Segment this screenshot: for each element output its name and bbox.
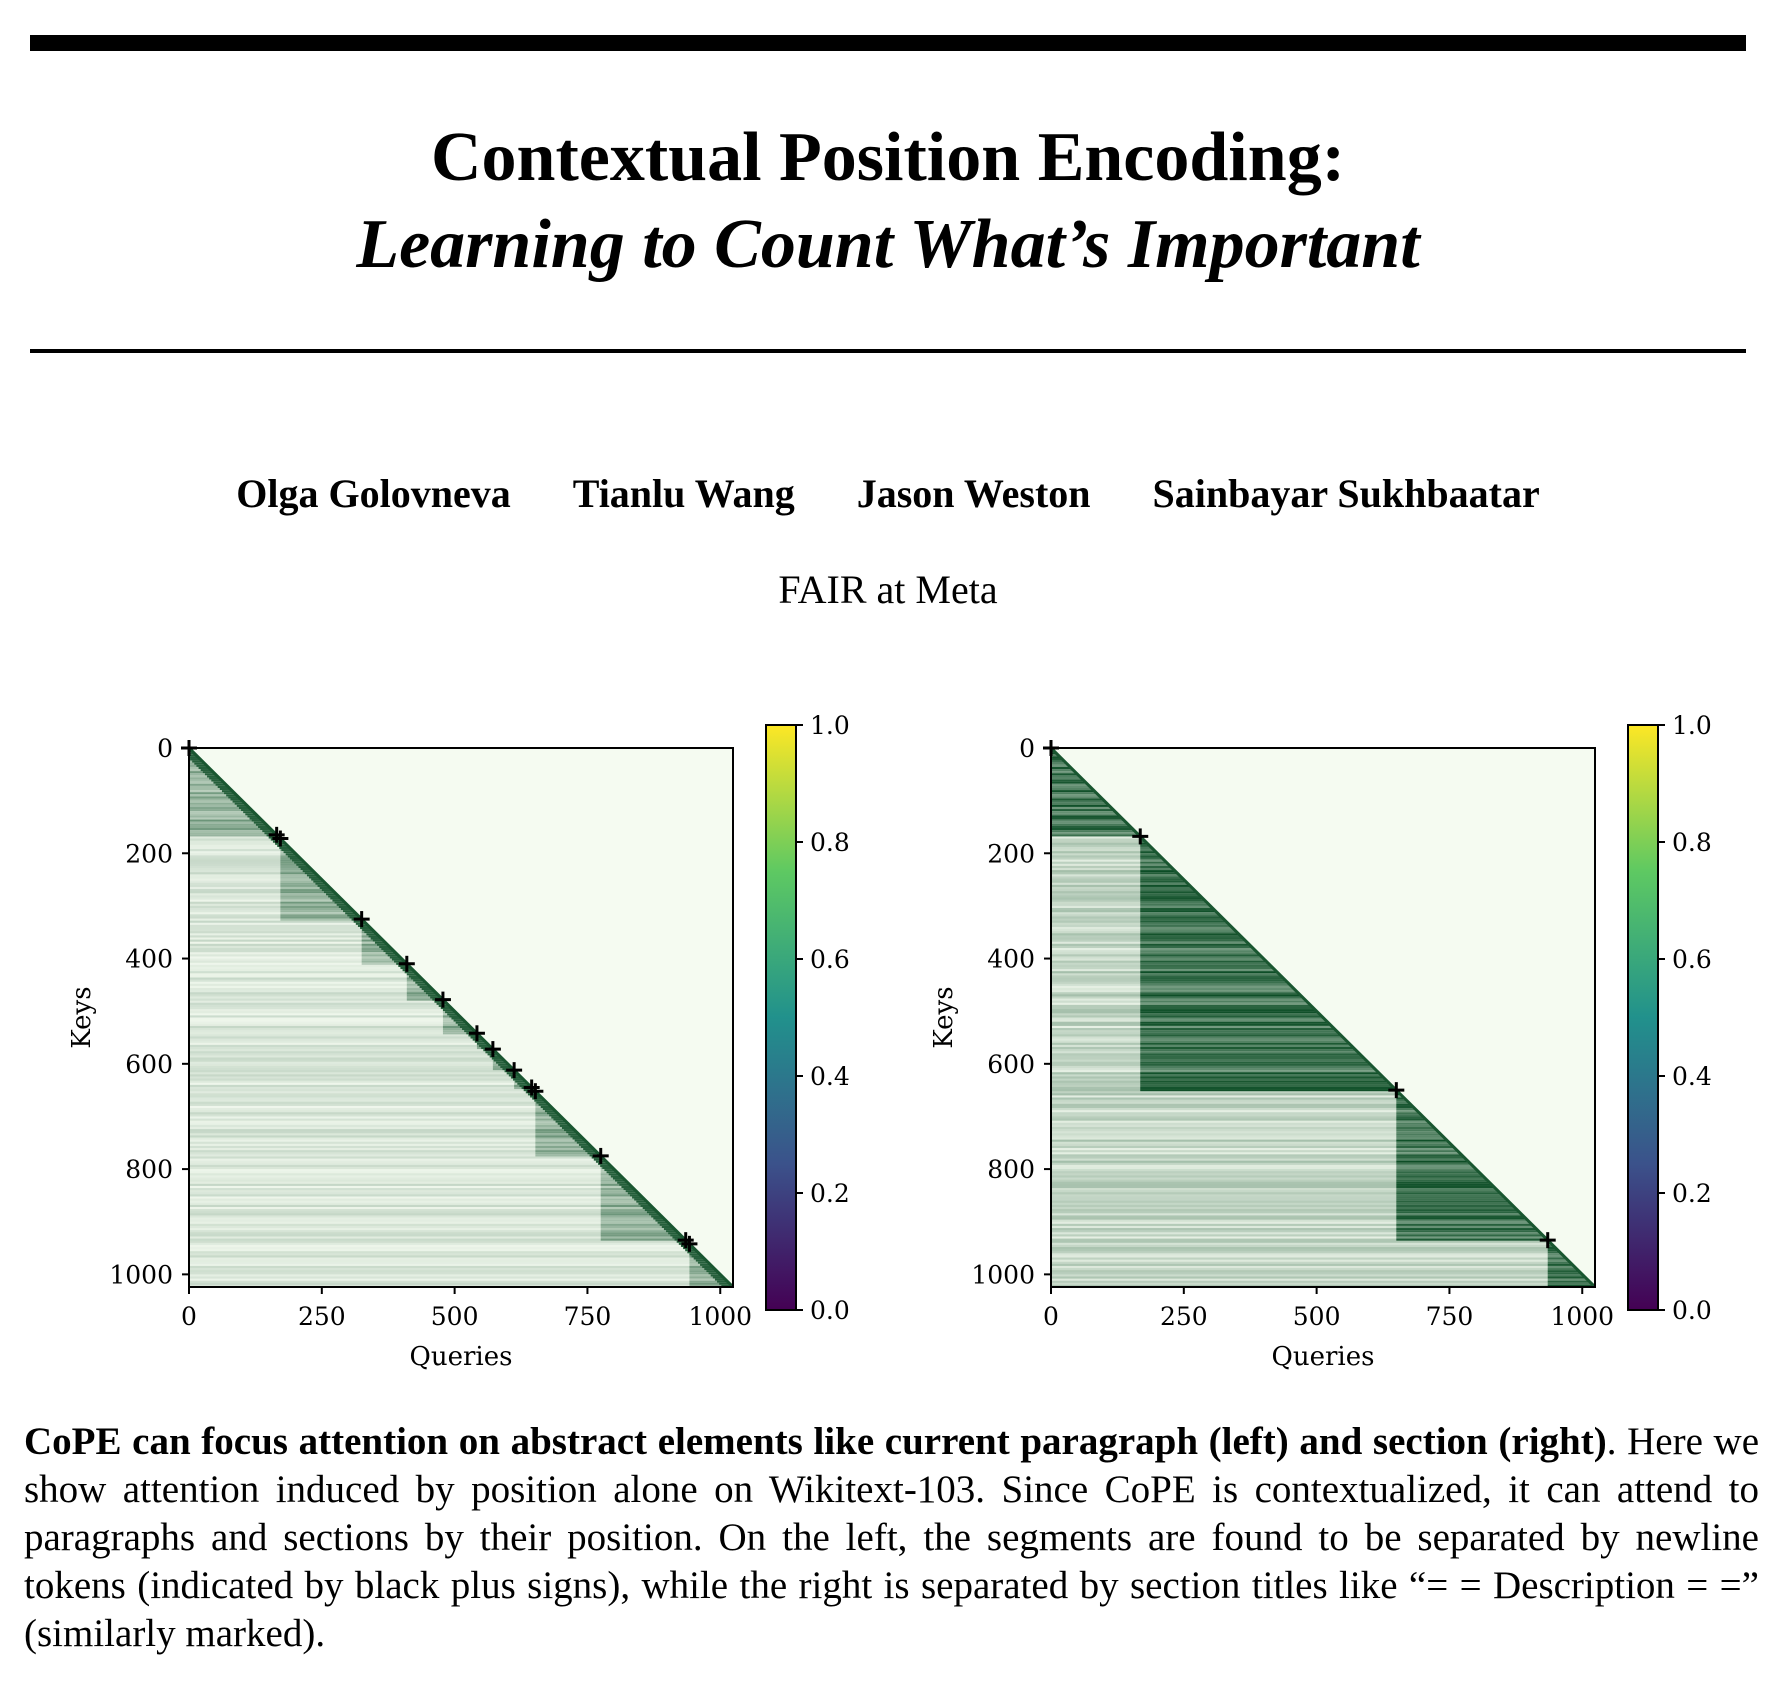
colorbar-tick-label: 0.6: [1672, 945, 1712, 974]
y-tick-label: 1000: [971, 1260, 1035, 1290]
colorbar-tick-label: 0.4: [1672, 1062, 1712, 1091]
x-tick-label: 1000: [688, 1302, 753, 1331]
colorbar-tick-label: 0.4: [810, 1062, 850, 1091]
y-tick-label: 400: [987, 944, 1035, 974]
y-tick-label: 1000: [109, 1260, 173, 1290]
x-axis-label: Queries: [1271, 1342, 1375, 1372]
colorbar: [766, 725, 796, 1310]
colorbar-tick-label: 0.2: [810, 1179, 850, 1208]
colorbar-tick-label: 0.6: [810, 945, 850, 974]
author-name: Tianlu Wang: [572, 471, 795, 516]
y-tick-label: 800: [125, 1155, 173, 1185]
author-name: Sainbayar Sukhbaatar: [1152, 471, 1540, 516]
y-tick-label: 200: [125, 839, 173, 869]
colorbar-tick-label: 1.0: [1672, 711, 1712, 740]
author-name: Olga Golovneva: [236, 471, 511, 516]
title-rule: [30, 349, 1746, 353]
y-tick-label: 600: [987, 1049, 1035, 1079]
x-tick-label: 0: [1043, 1302, 1059, 1331]
top-rule: [30, 35, 1746, 51]
author-name: Jason Weston: [856, 471, 1091, 516]
y-tick-label: 0: [1019, 734, 1035, 763]
attention-heatmap-right: [862, 680, 1732, 1400]
figure-caption: [24, 1418, 1759, 1658]
caption-text: . Here we show attention induced by position alone on Wikitext-103. Since CoPE is contextualized, it can attend to paragraphs and sections by their position. On the left, the segments are found to be separated by newline tokens (indicated by black plus signs), while the right is separated by section titles like “= = Description = =” (similarly marked).: [24, 1420, 1759, 1655]
y-axis-label: Keys: [67, 986, 97, 1049]
colorbar-tick-label: 0.2: [1672, 1179, 1712, 1208]
caption-bold: CoPE can focus attention on abstract elements like current paragraph (left) and section (right): [24, 1420, 1607, 1463]
y-axis-label: Keys: [929, 986, 959, 1049]
paper-title-line1: Contextual Position Encoding:: [431, 119, 1345, 196]
paper-title-line2: Learning to Count What’s Important: [356, 206, 1420, 283]
colorbar-tick-label: 0.8: [1672, 828, 1712, 857]
y-tick-label: 400: [125, 944, 173, 974]
x-tick-label: 250: [297, 1302, 346, 1331]
y-tick-label: 0: [157, 734, 173, 763]
y-tick-label: 600: [125, 1049, 173, 1079]
author-list: [0, 468, 1776, 520]
colorbar-tick-label: 0.8: [810, 828, 850, 857]
colorbar-tick-label: 0.0: [1672, 1296, 1712, 1325]
y-tick-label: 800: [987, 1155, 1035, 1185]
affiliation: FAIR at Meta: [778, 567, 998, 612]
x-axis-label: Queries: [409, 1342, 513, 1372]
colorbar-tick-label: 1.0: [810, 711, 850, 740]
x-tick-label: 250: [1159, 1302, 1208, 1331]
y-tick-label: 200: [987, 839, 1035, 869]
x-tick-label: 500: [1292, 1302, 1341, 1331]
colorbar: [1628, 725, 1658, 1310]
colorbar-tick-label: 0.0: [810, 1296, 850, 1325]
x-tick-label: 750: [1425, 1302, 1474, 1331]
x-tick-label: 1000: [1550, 1302, 1615, 1331]
x-tick-label: 0: [181, 1302, 197, 1331]
attention-heatmap-left: [0, 680, 870, 1400]
x-tick-label: 500: [430, 1302, 479, 1331]
x-tick-label: 750: [563, 1302, 612, 1331]
